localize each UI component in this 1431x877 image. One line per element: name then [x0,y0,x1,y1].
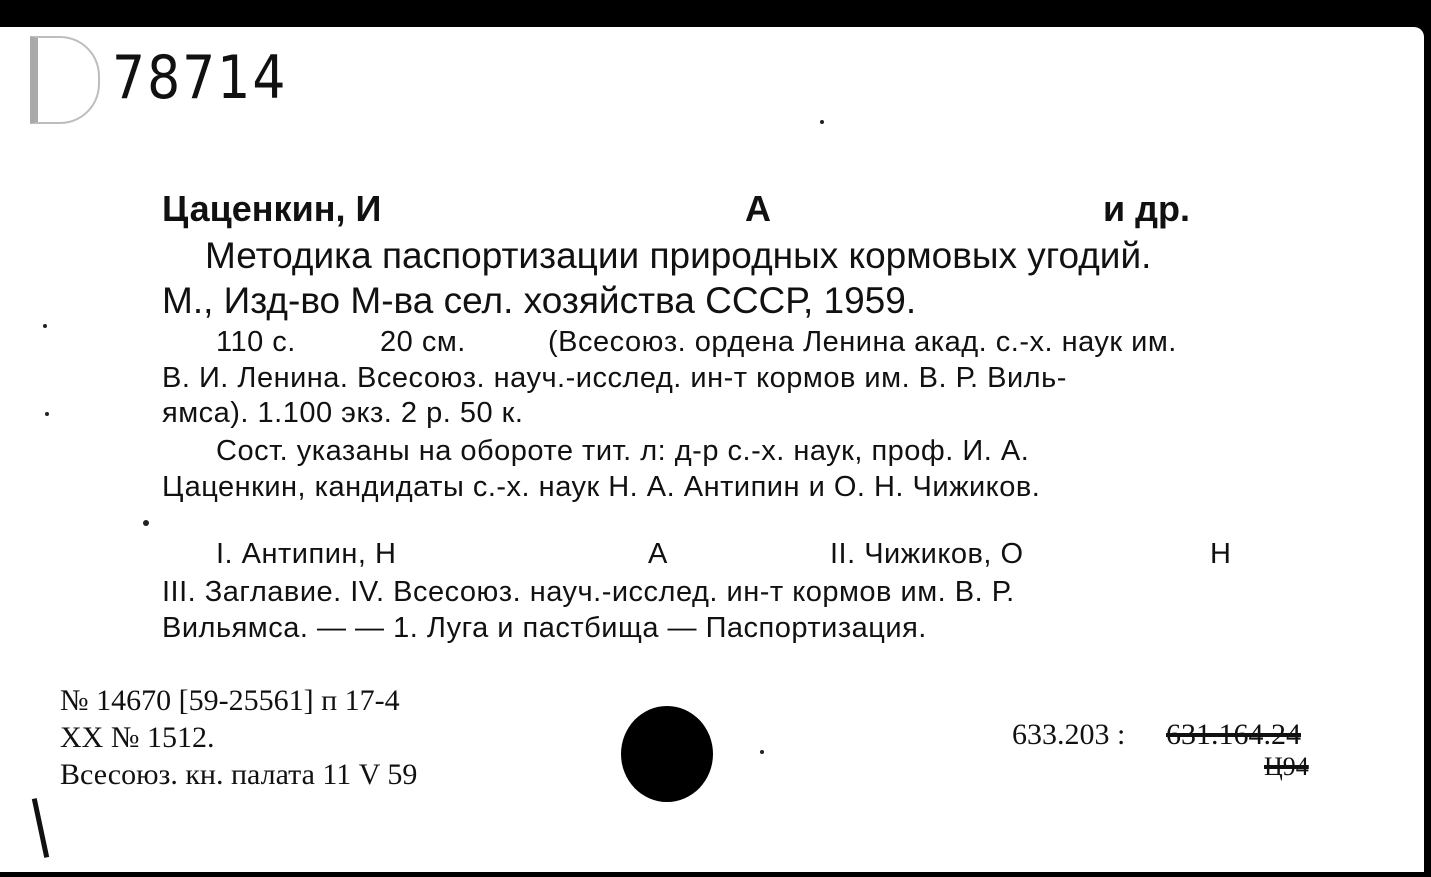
speck [760,750,764,754]
speck [43,324,47,328]
imprint-line-1: № 14670 [59-25561] п 17-4 [60,684,400,717]
punch-hole [621,706,713,802]
udc-struck: 631.164.24 [1166,718,1301,751]
udc-number: 633.203 : [1012,718,1126,751]
tracing-chizhikov: II. Чижиков, О [830,538,1024,570]
imprint-line-3: Всесоюз. кн. палата 11 V 59 [60,758,418,791]
tracing-chizhikov-initial: Н [1210,538,1232,570]
pages: 110 с. [216,326,296,358]
author-suffix: и др. [1103,188,1190,229]
imprint-line-2: ХХ № 1512. [60,721,215,754]
series-line-2: В. И. Ленина. Всесоюз. науч.-исслед. ин-т кормов им. В. Р. Виль- [162,362,1067,394]
speck [45,412,49,416]
author-surname: Цаценкин, И [162,188,382,229]
author-initial: А [745,188,771,229]
tracing-line-2: III. Заглавие. IV. Всесоюз. науч.-исслед. ин-т кормов им. В. Р. [162,576,1015,608]
title-line-2: М., Изд-во М-ва сел. хозяйства СССР, 1959. [162,280,917,321]
size: 20 см. [380,326,466,358]
speck [143,520,149,526]
tracing-line-3: Вильямса. — — 1. Луга и пастбища — Паспортизация. [162,612,927,644]
shelf-mark: 78714 [112,44,288,113]
notes-line-2: Цаценкин, кандидаты с.-х. наук Н. А. Антипин и О. Н. Чижиков. [162,471,1041,503]
shelf-letter-stamp [30,36,100,124]
classmark-struck: Ц94 [1264,752,1309,781]
speck [820,120,824,124]
notes-line-1: Сост. указаны на обороте тит. л: д-р с.-х. наук, проф. И. А. [216,435,1030,467]
tracing-antipin-initial: А [648,538,668,570]
title-line-1: Методика паспортизации природных кормовых угодий. [205,235,1152,276]
tracing-antipin: I. Антипин, Н [216,538,397,570]
series-line-3: ямса). 1.100 экз. 2 р. 50 к. [162,397,524,429]
series-line-1: (Всесоюз. ордена Ленина акад. с.-х. наук им. [548,326,1177,358]
